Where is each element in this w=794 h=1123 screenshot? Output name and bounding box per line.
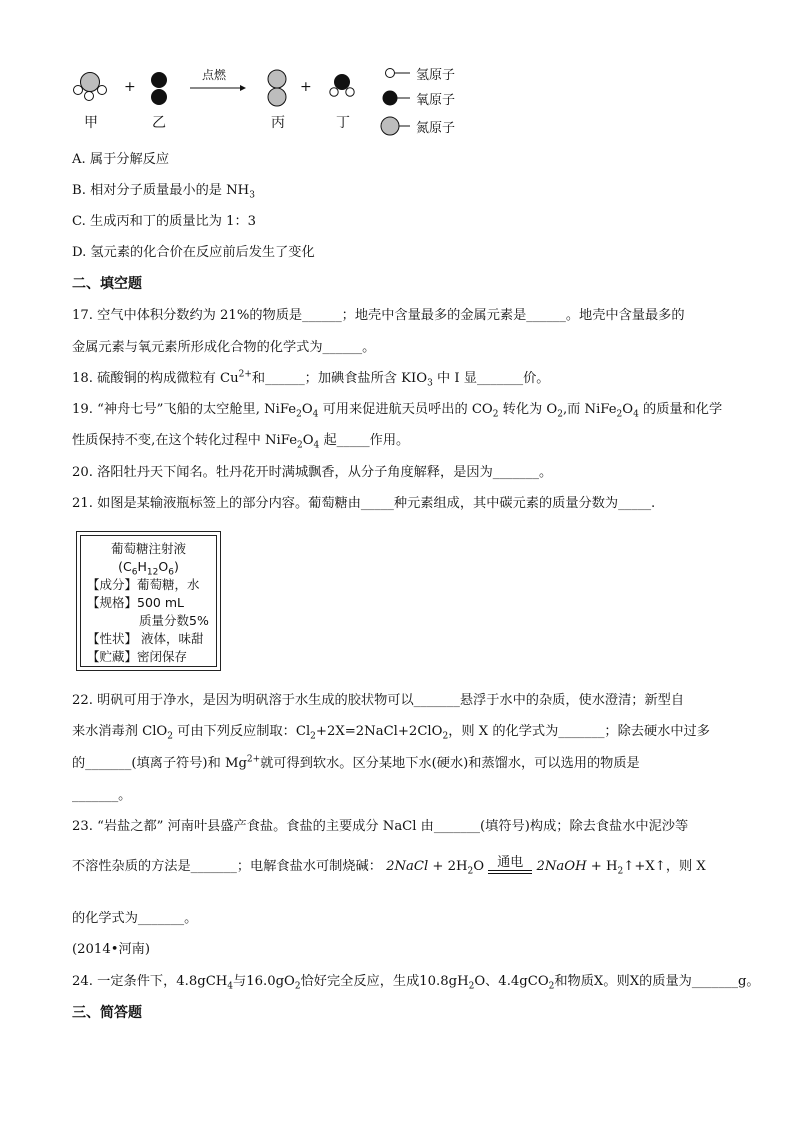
label-yi: 乙 xyxy=(152,115,166,131)
molecule-yi xyxy=(151,72,167,105)
question-22-line-3: 的_______(填离子符号)和 $Mg^{2+}$就可得到软水。区分某地下水(硬水)和蒸馏水，可以选用的物质是 xyxy=(72,754,640,771)
question-17-line-2: 金属元素与氧元素所形成化合物的化学式为______。 xyxy=(72,340,376,355)
legend-oxygen-label: 氧原子 xyxy=(416,93,456,108)
reaction-condition: 点燃 xyxy=(202,68,227,82)
molecule-ding xyxy=(330,74,354,96)
label-mass-fraction: 质量分数5% xyxy=(139,613,209,628)
label-ding: 丁 xyxy=(336,115,350,131)
question-19-line-1: 19. “神舟七号”飞船的太空舱里, $NiFe_2O_4$ 可用来促进航天员呼出的 $CO_2$ 转化为 $O_2$,而 $NiFe_2O_4$ 的质量和化学 xyxy=(72,402,723,420)
electrolysis-condition: 通电 xyxy=(488,856,532,874)
plus-2: + xyxy=(300,79,312,95)
question-23-line-3: 的化学式为_______。 xyxy=(72,911,198,926)
label-jia: 甲 xyxy=(84,115,98,131)
legend-oxygen xyxy=(383,91,411,106)
label-title: 葡萄糖注射液 xyxy=(110,541,186,556)
question-23-line-2: 不溶性杂质的方法是_______；电解食盐水可制烧碱： 2NaCl + $2H_2O$ 通电 2NaOH + $H_2↑+X↑$，则 X xyxy=(72,855,706,877)
molecule-bing xyxy=(268,70,286,106)
question-21: 21. 如图是某输液瓶标签上的部分内容。葡萄糖由_____种元素组成，其中碳元素的质量分数为_____. xyxy=(72,496,656,511)
question-24: 24. 一定条件下，4.8gCH$_4$与$16.0gO_2$恰好完全反应，生成$10.8gH_2O$、4.4gCO$_2$和物质X。则X的质量为_______g。 xyxy=(72,974,760,992)
label-specification: 【规格】500 mL xyxy=(87,595,184,610)
label-storage: 【贮藏】密闭保存 xyxy=(87,649,188,664)
glucose-label-inner xyxy=(80,535,217,667)
glucose-label-box xyxy=(76,531,221,671)
legend-nitrogen xyxy=(381,117,410,135)
question-18: 18. 硫酸铜的构成微粒有 $Cu^{2+}$和______；加碘食盐所含 $KIO_3$ 中 I 显_______价。 xyxy=(72,369,550,389)
label-ingredients: 【成分】葡萄糖，水 xyxy=(87,577,200,592)
legend-hydrogen-label: 氢原子 xyxy=(416,68,456,83)
question-17-line-1: 17. 空气中体积分数约为 21%的物质是______；地壳中含量最多的金属元素是______。地壳中含量最多的 xyxy=(72,308,685,323)
question-22-line-4: _______。 xyxy=(72,788,132,803)
question-23-line-1: 23. “岩盐之都” 河南叶县盛产食盐。食盐的主要成分 NaCl 由_______(填符号)构成；除去食盐水中泥沙等 xyxy=(72,819,689,834)
option-c: C. 生成丙和丁的质量比为 1：3 xyxy=(72,214,257,229)
plus-1: + xyxy=(124,79,136,95)
question-19-line-2: 性质保持不变,在这个转化过程中 $NiFe_2O_4$ 起_____作用。 xyxy=(72,433,410,451)
label-properties: 【性状】 液体，味甜 xyxy=(87,631,204,646)
label-formula: $(C_6H_{12}O_6)$ xyxy=(118,559,179,578)
legend-hydrogen xyxy=(386,69,411,78)
section-fill-in: 二、填空题 xyxy=(72,276,142,292)
option-d: D. 氢元素的化合价在反应前后发生了变化 xyxy=(72,245,315,260)
label-bing: 丙 xyxy=(271,115,285,131)
section-short-answer: 三、简答题 xyxy=(72,1005,142,1021)
question-source: (2014•河南) xyxy=(72,942,151,957)
question-22-line-1: 22. 明矾可用于净水，是因为明矾溶于水生成的胶状物可以_______悬浮于水中的杂质，使水澄清；新型自 xyxy=(72,693,685,708)
option-a: A. 属于分解反应 xyxy=(72,152,170,167)
reaction-diagram xyxy=(60,62,500,142)
option-b: B. 相对分子质量最小的是 $NH_3$ xyxy=(72,183,255,201)
question-22-line-2: 来水消毒剂 ClO$_2$ 可由下列反应制取：$Cl_2+2X=2NaCl+2ClO_2$，则 X 的化学式为_______；除去硬水中过多 xyxy=(72,724,710,742)
legend-nitrogen-label: 氮原子 xyxy=(416,121,456,136)
question-20: 20. 洛阳牡丹天下闻名。牡丹花开时满城飘香，从分子角度解释，是因为_______。 xyxy=(72,465,553,480)
molecule-jia xyxy=(74,73,107,101)
